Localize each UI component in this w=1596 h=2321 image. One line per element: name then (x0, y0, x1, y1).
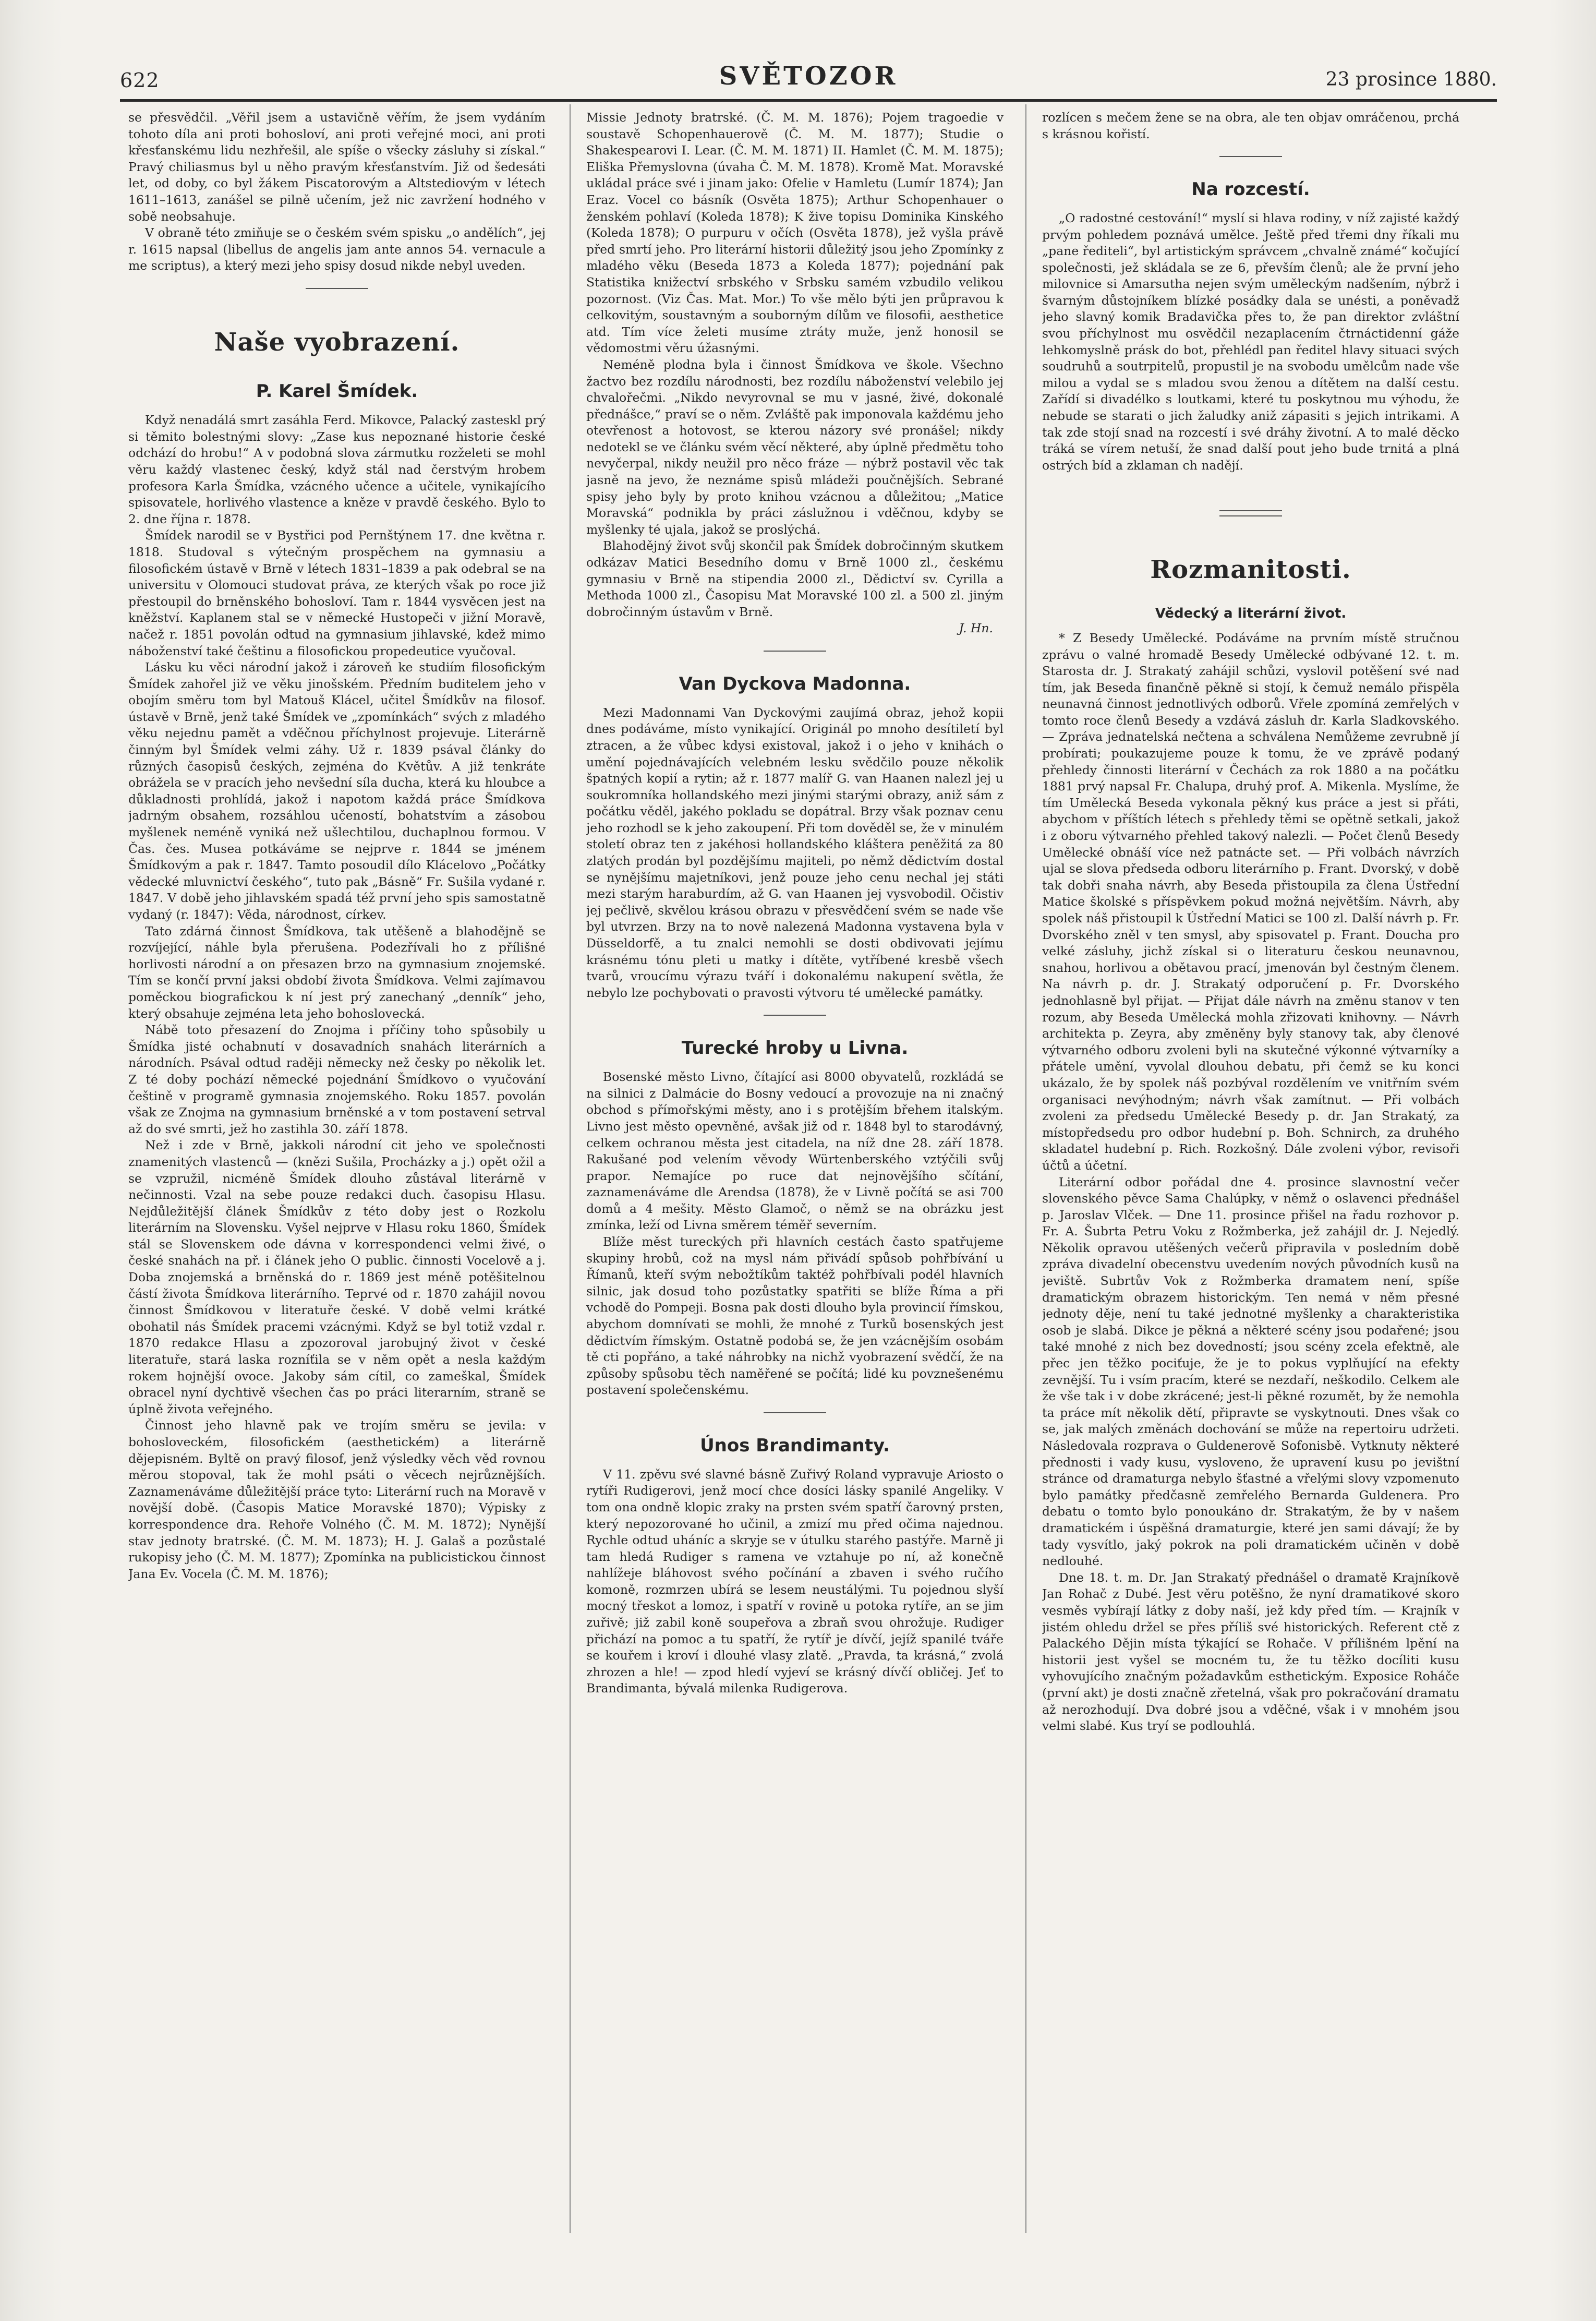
header-rule (120, 99, 1497, 102)
column-2 (586, 110, 1003, 2228)
paragraph: Dne 18. t. m. Dr. Jan Strakatý přednášel o dramatě Krajníkově Jan Rohač z Dubé. Jest věru potěšno, že nyní dramatikové skoro vesměs vybírají látky z doby naší, jež kdy před tím. — Krajník v jistém ohledu držel se přes příliš své historických. Referent ctě z Palackého Dějin místa týkající se Rohače. V přílišném lpění na historii jest vyšel se mocném tu, že tu těžko docíliti kusu vyhovujícího značným požadavkům esthetickým. Exposice Roháče (první akt) je dosti značně zřetelná, však pro pokračování dramatu až nerozhodují. Dva dobré jsou a vděčné, však i v mnohém jsou velmi slabé. Kus tryí se podlouhlá. (1042, 1570, 1459, 1734)
paragraph: rozlícen s mečem žene se na obra, ale ten objav omráčenou, prchá s krásnou kořistí. (1042, 110, 1459, 141)
section-divider (306, 288, 368, 289)
journal-title: SVĚTOZOR (719, 62, 898, 91)
paragraph: Činnost jeho hlavně pak ve trojím směru se jevila: v bohosloveckém, filosofickém (aesthetickém) a literárně dějepisném. Byltě on pravý filosof, jenž výsledky věch věd rovnou měrou stopoval, tak že mohl psáti o věcech nejrůznějších. Zaznamenáváme důležitější práce tyto: Literární ruch na Moravě v novější době. (Časopis Matice Moravské 1870); Výpisky z korrespondence dra. Rehoře Volného (Č. M. M. 1872); Nynější stav jednoty bratrské. (Č. M. M. 1873); H. J. Galaš a pozůstalé rukopisy jeho (Č. M. M. 1877); Zpomínka na publicistickou činnost Jana Ev. Vocela (Č. M. M. 1876); (128, 1418, 546, 1581)
paragraph: * Z Besedy Umělecké. Podáváme na prvním místě stručnou zprávu o valné hromadě Besedy Umělecké odbývané 12. t. m. Starosta dr. J. Strakatý zahájil schůzi, vyslovil potěšení své nad tím, jak Beseda finančně pěkně si stojí, k čemuž nemálo přispěla neunavná činnost jednotlivých odborů. Vřele zpomíná zemřelých v tomto roce členů Besedy a vzdává zásluh dr. Karla Sladkovského. — Zpráva jednatelská nečtena a schválena Nemůžeme zevrubně jí probírati; poukazujeme pouze k tomu, že ve zprávě podaný přehledy činnosti literární v Čechách za rok 1880 a na počátku 1881 prvý napsal Fr. Chalupa, druhý prof. A. Mikenla. Myslíme, že tím Umělecká Beseda vykonala pěkný kus práce a jest si přáti, abychom v příštích létech s přehledy těmi se opětně setkali, jakož i z oboru výtvarného přehled takový nalezli. — Počet členů Besedy Umělecké obnáší více než patnácte set. — Při volbách návrzích ujal se slova předseda odboru literárního p. Frant. Dvorský, v době tak dobři snaha návrh, aby Beseda přistoupila za člena Ústřední Matice školské s příspěvkem pokud možná největším. Návrh, aby spolek náš přistoupil k Ústřední Matici se 100 zl. Další návrh p. Fr. Dvorského zněl v ten smysl, aby spisovatel p. Frant. Doucha pro velké zásluhy, jichž získal si o literaturu českou neunavnou, snahou, horlivou a obětavou prací, jmenován byl čestným členem. Na návrh p. dr. J. Strakatý odporučení p. Fr. Dvorského jednohlasně byl přijat. — Přijat dále návrh na změnu stanov v ten rozum, aby Beseda Umělecká mohla zřizovati knihovny. — Návrh architekta p. Zeyra, aby změněny byly stanovy tak, aby členové výtvarného odboru zvoleni byli na skutečné výkonné výtvarníky a přátele umění, vyvolal dlouhou debatu, při čemž se ku konci ukázalo, že by spolek náš pozbýval rozdělením ve vnitřním svém organisaci nevýhodným; návrh však zamítnut. — Při volbách zvoleni za předsedu Umělecké Besedy p. dr. Jan Strakatý, za místopředsedu pro odbor hudební p. Boh. Schnirch, za druhého skladatel hudební p. Rich. Rozkošný. Dále zvoleni výbor, revisoři účtů a účetní. (1042, 630, 1459, 1173)
paragraph: Šmídek narodil se v Bystřici pod Pernštýnem 17. dne května r. 1818. Studoval s výtečným prospěchem na gymnasiu a filosofickém ústavě v Brně v létech 1831–1839 a pak odebral se na universitu v Olomouci studovat práva, ze kterých však po roce již přestoupil do brněnského bohosloví. Tam r. 1844 vysvěcen jest na kněžství. Kaplanem stal se v německé Hustopeči v jižní Moravě, načež r. 1851 povolán odtud na gymnasium jihlavské, kdež mimo náboženství také češtinu a filosofickou propedeutice vyučoval. (128, 528, 546, 658)
section-heading: Rozmanitosti. (1150, 555, 1351, 585)
section-divider (764, 1412, 826, 1413)
paragraph: Bosenské město Livno, čítající asi 8000 obyvatelů, rozkládá se na silnici z Dalmácie do Bosny vedoucí a provozuje na ni značný obchod s přímořskými městy, ano i s protějším břehem italským. Livno jest město opevněné, avšak již od r. 1848 byl to starodávný, celkem ochranou města jest citadela, na níž dne 28. září 1878. Rakušané pod velením věvody Würtenberského vztýčili svůj prapor. Nemajíce po ruce dat nejnovějšího sčítání, zaznamenáváme dle Arendsa (1878), že v Livně počítá se asi 700 domů a 4 mešity. Město Glamoč, o němž se na obrázku jest zmínka, leží od Livna směrem téměř severním. (586, 1069, 1003, 1233)
paragraph: Lásku ku věci národní jakož i zároveň ke studiím filosofickým Šmídek zahořel již ve věku jinošském. Předním buditelem jeho v obojím směru tom byl Matouš Klácel, učitel Šmídkův na filosof. ústavě v Brně, jenž také Šmídek ve „zpomínkách“ svých z mladého věku nejednu pamět a vděčnou příchylnost projevuje. Literárně činným byl Šmídek velmi záhy. Už r. 1839 psával články do různých časopisů českých, zejména do Květův. A již tenkráte obrážela se v pracích jeho nevšední síla ducha, která ku hloubce a důkladnosti prohlídá, jakož i napotom každá práce Šmídkova jadrným obsahem, rozsáhlou učeností, bohatstvím a zásobou myšlenek neméně vyniká než ušlechtilou, duchaplnou formou. V Čas. čes. Musea potkáváme se nejprve r. 1844 se jménem Šmídkovým a pak r. 1847. Tamto posoudil dílo Klácelovo „Počátky vědecké mluvnictví českého“, tuto pak „Básně“ Fr. Sušila vydané r. 1847. V době jeho jihlavském spadá též první jeho spis samostatně vydaný (r. 1847): Věda, národnost, církev. (128, 660, 546, 922)
paragraph: V obraně této zmiňuje se o českém svém spisku „o andělích“, jej r. 1615 napsal (libellus de angelis jam ante annos 54. vernacule a me scriptus), a který mezi jeho spisy dosud nikde nebyl uveden. (128, 225, 546, 273)
paragraph: „O radostné cestování!“ myslí si hlava rodiny, v níž zajisté každý prvým pohledem poznává umělce. Ještě před třemi dny říkali mu „pane řediteli“, byl artistickým správcem „chvalně známé“ kočující společnosti, jež skládala se ze 6, převším členů; ale že první jeho milovnice si Amarsutha nejen svým uměleckým nadšením, nýbrž i švarným důstojníkem blízké posádky dala se unésti, a poněvadž jeho slavný komik Bradavička přes to, že pan direktor zvláštní svou příchylnost mu osvědčil nezaplacením čtrnáctidenní gáže lehkomyslně prásk do bot, přehlédl pan ředitel hlavy situaci svých soudruhů a soutrpitelů, propustil je na svobodu umělcům nade vše milou a vydal se s mladou svou ženou a dítětem na další cestu. Zařídí si divadélko s loutkami, které tu poskytnou mu výhodu, že nebude se starati o jich žaludky aniž zápasiti s jejich intrikami. A tak zde stojí snad na rozcestí i své dráhy životní. A to malé děcko tráká se vírem netuší, že snad další pout jeho bude trnitá a plná ostrých bíd a zklaman ch nadějí. (1042, 210, 1459, 473)
page-left-edge (0, 0, 63, 2321)
article-heading: Na rozcestí. (1191, 179, 1310, 200)
section-divider (764, 1015, 826, 1016)
author-signature: J. Hn. (959, 621, 993, 636)
article-heading: Van Dyckova Madonna. (679, 674, 911, 694)
paragraph: se přesvědčil. „Věřil jsem a ustavičně věřím, že jsem vydáním tohoto díla ani proti bohosloví, ani proti veřejné moci, ani proti křesťanskému lidu nezhřešil, ale spíše o všecky zásluhy si získal.“ Pravý chiliasmus byl u něho pravým křesťanstvím. Již od šedesáti let, od doby, co byl žákem Piscatorovým a Altstediovým v létech 1611–1613, zanášel se pilně učením, jež nic zavržení hodného v sobě neobsahuje. (128, 110, 546, 224)
paragraph: Mezi Madonnami Van Dyckovými zaujímá obraz, jehož kopii dnes podáváme, místo vynikající. Originál po mnoho desítiletí byl ztracen, a že vůbec kdysi existoval, jakož i o jeho v knihách o umění pojednávajících velebném lesku svědčilo pouze několik špatných kopií a rytin; až r. 1877 malíř G. van Haanen nalezl jej u soukromníka hollandského mezi jinými starými obrazy, aniž sám z počátku věděl, jakého pokladu se dopátral. Brzy však poznav cenu jeho rozhodl se k jeho zakoupení. Při tom dověděl se, že v minulém století obraz ten z jakéhosi hollandského kláštera peněžitá za 80 zlatých prodán byl pozdějšímu majiteli, po němž dědictvím dostal se nynějšímu majetníkovi, jenž pouze jeho cenu nechal jej státi mezi starým haraburdím, až G. van Haanen jej vysvobodil. Očistiv jej pečlivě, skvělou krásou obrazu v přesvědčení svém se nade vše byl utvrzen. Brzy na to nově nalezená Madonna vystavena byla v Düsseldorfě, a tu znalci nemohli se dosti obdivovati jejímu krásnému tónu pleti u matky i dítěte, vytříbené kresbě všech tvarů, vroucímu výrazu tváří i dokonalému nakupení světla, že nebylo lze pochybovati o pravosti výtvoru té umělecké památky. (586, 705, 1003, 1000)
paragraph: Když nenadálá smrt zasáhla Ferd. Mikovce, Palacký zasteskl prý si těmito bolestnými slovy: „Zase kus nepoznané historie české odchází do hrobu!“ A v podobná slova zármutku rozželeti se mohl věru každý vlastenec český, když stál nad čerstvým hrobem profesora Karla Šmídka, vzácného učence a učitele, vynikajícího spisovatele, horlivého vlastence a kněze v pravdě českého. Bylo to 2. dne října r. 1878. (128, 413, 546, 526)
article-heading: Turecké hroby u Livna. (681, 1038, 909, 1059)
paragraph: Nábě toto přesazení do Znojma i příčiny toho spůsobily u Šmídka jisté ochabnutí v dosavadních snahách literárních a národních. Psával odtud raději německy než česky po několik let. Z té doby pochází německé pojednání Šmídkovo o vyučování češtině v programě gymnasia znojemského. Roku 1857. povolán však ze Znojma na gymnasium brněnské a v tom postavení setrval až do své smrti, jež ho zastihla 30. září 1878. (128, 1023, 546, 1136)
subsection-heading: Vědecký a literární život. (1155, 605, 1347, 621)
article-heading: P. Karel Šmídek. (256, 381, 418, 402)
paragraph: Tato zdárná činnost Šmídkova, tak utěšeně a blahodějně se rozvíjející, náhle byla přerušena. Podezřívali ho z přílišné horlivosti národní a on přesazen brzo na gymnasium znojemské. Tím se končí první jaksi období života Šmídkova. Velmi zajímavou poměckou biografickou k ní jest prý zanechaný „denník“ jeho, který obsahuje zejména leta jeho bohoslovecká. (128, 923, 546, 1021)
column-1 (128, 110, 546, 2228)
section-heading: Naše vyobrazení. (214, 327, 460, 357)
column-rule-2 (1025, 104, 1026, 2233)
column-3 (1042, 110, 1459, 2228)
paragraph: Literární odbor pořádal dne 4. prosince slavnostní večer slovenského pěvce Sama Chalúpky, v němž o oslavenci přednášel p. Jaroslav Vlček. — Dne 11. prosince přišel na řadu rozhovor p. Fr. A. Šubrta Petru Voku z Rožmberka, jež zahájil dr. J. Nejedlý. Několik opravou utěšených večerů připravila v posledním době zpráva divadelní obecenstvu uvedením nových původních kusů na jeviště. Subrtův Vok z Rožmberka dramatem není, spíše dramatickým obrazem historickým. Ten nemá v něm přesné jednoty děje, není tu také jednotné myšlenky a charakteristika osob je slabá. Dikce je pěkná a některé scény jsou podařené; jsou také mnohé z nich bez dovedností; jsou scény zcela efektně, ale přec jen těžko pociťuje, že je to pokus vyplňující na efekty zevnější. Tu i vsím pracím, které se nezdaří, neškodilo. Celkem ale že vše tak i v dobe zkrácené; jest-li pěkné rozumět, by že nemohla ta práce mít několik dětí, připravte se vyskytnouti. Dnes však co se, jak malých změnách dochování se může na repertoiru udržeti. Následovala rozprava o Guldenerově Sofonisbě. Vytknuty některé přednosti i vady kusu, vysloveno, že upravení kusu po jevištní stránce od dramaturga nebylo šťastné a vřelými slovy vzpomenuto bylo památky předčasně zemřelého Bernarda Guldenera. Pro debatu o tomto bylo ponoukáno dr. Strakatým, že by v našem dramatickém i úspěšná dramaturgie, které jen sami dávají; že by tady vysvítlo, jaký pokrok na poli dramatickém učiněn v době nedlouhé. (1042, 1174, 1459, 1569)
section-divider (764, 651, 826, 652)
paragraph: Missie Jednoty bratrské. (Č. M. M. 1876); Pojem tragoedie v soustavě Schopenhauerově (Č. M. M. 1877); Studie o Shakespearovi I. Lear. (Č. M. M. 1871) II. Hamlet (Č. M. M. 1875); Eliška Přemyslovna (úvaha Č. M. M. 1878). Kromě Mat. Moravské ukládal práce své i jinam jako: Ofelie v Hamletu (Lumír 1874); Jan Eraz. Vocel co básník (Osvěta 1875); Arthur Schopenhauer o ženském pohlaví (Koleda 1878); K žive topisu Dominika Kinského (Koleda 1878); O purpuru v očích (Osvěta 1878), jež vyšla právě před smrtí jeho. Pro literární historii důležitý jsou jeho Zpomínky z mladého věku (Beseda 1873 a Koleda 1877); pojednání pak Statistika knižectví srbského v Srbsku samém vzbudilo velikou pozornost. (Viz Čas. Mat. Mor.) To vše mělo býti jen průpravou k celkovitým, soustavným a souborným dílům ve filosofii, aesthetice atd. Tím více želeti musíme ztráty muže, jenž honosil se vědomostmi věru úžasnými. (586, 110, 1003, 356)
section-divider (1219, 156, 1282, 157)
article-heading: Únos Brandimanty. (700, 1435, 890, 1456)
paragraph: Než i zde v Brně, jakkoli národní cit jeho ve společnosti znamenitých vlastenců — (knězi Sušila, Procházky a j.) opět ožil a se vzpružil, nicméně Šmídek dlouho zůstával literárně v nečinnosti. Vzal na sebe pouze redakci duch. časopisu Hlasu. Nejdůležitější článek Šmídkův z této doby jest o Rozkolu literárním na Slovensku. Vyšel nejprve v Hlasu roku 1860, Šmídek stál se Slovenskem ode dávna v korrespondenci velmi živé, o české snahách na př. i článek jeho O public. činnosti Vocelově a j. Doba znojemská a brněnská do r. 1869 jest méně potěšitelnou částí života Šmídkova literárního. Teprvé od r. 1870 zahájil novou činnost Šmídkovou v literatuře české. V době velmi krátké obohatil nás Šmídek pracemi vzácnými. Když se byl totiž vzdal r. 1870 redakce Hlasu a zpozoroval jarobujný život v české literatuře, stará laska rozníťila se v něm opět a nesla každým rokem hojnější ovoce. Jakoby sám cítil, co zameškal, Šmídek obracel nyní dychtivě všechen čas po práci literarním, straně se úplně života veřejného. (128, 1138, 546, 1416)
page-right-edge (1549, 0, 1596, 2321)
page-number: 622 (120, 69, 160, 92)
paragraph: Neméně plodna byla i činnost Šmídkova ve škole. Všechno žactvo bez rozdílu národnosti, bez rozdílu náboženství velebilo jej chvalořečmi. „Nikdo nevyrovnal se mu v jasné, živé, dokonalé přednášce,“ praví se o něm. Zvláště pak imponovala každému jeho otevřenost a hotovost, se kterou názory své pronášel; nikdy nedotekl se ve článku svém věcí některé, aby úplně předmětu toho nevyčerpal, nikdy neužil pro něco fráze — nýbrž postavil věc tak jasně na jevo, že neznáme spisů mládeži poučnějších. Sebrané spisy jeho byly by proto knihou vzácnou a důležitou; „Matice Moravská“ podnikla by práci záslužnou i vděčnou, kdyby se myšlenky té ujala, jakož se proslýchá. (586, 357, 1003, 537)
issue-date: 23 prosince 1880. (1325, 69, 1497, 90)
paragraph: Blíže měst tureckých při hlavních cestách často spatřujeme skupiny hrobů, což na mysl nám přivádí spůsob pohřbívání u Římanů, kteří svým nebožtíkům taktéž pohřbívali podél hlavních silnic, jak dosud toho pozůstatky spatřiti se blíže Říma a při vchodě do Pompeji. Bosna pak dosti dlouho byla provincií římskou, abychom domnívati se mohli, že mnohé z Turků bosenských jest dědictvím římským. Ostatně podobá se, že jen vzácnějším osobám tě cti popřáno, a také náhrobky na nichž vyobrazení svědčí, že na způsoby spůsobu těch naměřené se počítá; lidé ku povznešenému postavení společenskému. (586, 1234, 1003, 1398)
section-divider (1219, 510, 1282, 516)
paragraph: Blahodějný život svůj skončil pak Šmídek dobročinným skutkem odkázav Matici Besedního domu v Brně 1000 zl., českému gymnasiu v Brně na stipendia 2000 zl., Dědictví sv. Cyrilla a Methoda 1000 zl., Časopisu Mat Moravské 100 zl. a 500 zl. jiným dobročinným ústavům v Brně. (586, 538, 1003, 619)
column-rule-1 (570, 104, 571, 2233)
paragraph: V 11. zpěvu své slavné básně Zuřivý Roland vypravuje Ariosto o rytíři Rudigerovi, jenž mocí chce dosíci lásky spanilé Angeliky. V tom ona ondně klopic zraky na prsten svém spatří čarovný prsten, který nepozorované ho učinil, a zmizí mu před očima najednou. Rychle odtud uháníc a skryje se v útulku starého pastýře. Marně ji tam hledá Rudiger s ramena ve vztahuje po ní, až konečně nahlížeje bláhovost svého počínání a zbaven i svého ručího komoně, rozmrzen ubírá se lesem neustálými. Tu pojednou slyší mocný třeskot a lomoz, i spatří v rovině u potoka rytíře, an se jim zuřivě; již zabil koně soupeřova a zbraň svou ohrožuje. Rudiger přichází na pomoc a tu spatří, že rytíř je dívčí, jejíž spanilé tváře se kouřem i kroví i dlouhé vlasy zlatě. „Pravda, ta krásná,“ zvolá zhrozen a hle! — zpod hledí vyjeví se krásný dívčí obličej. Jeť to Brandimanta, bývalá milenka Rudigerova. (586, 1466, 1003, 1696)
page-header (120, 62, 1497, 101)
